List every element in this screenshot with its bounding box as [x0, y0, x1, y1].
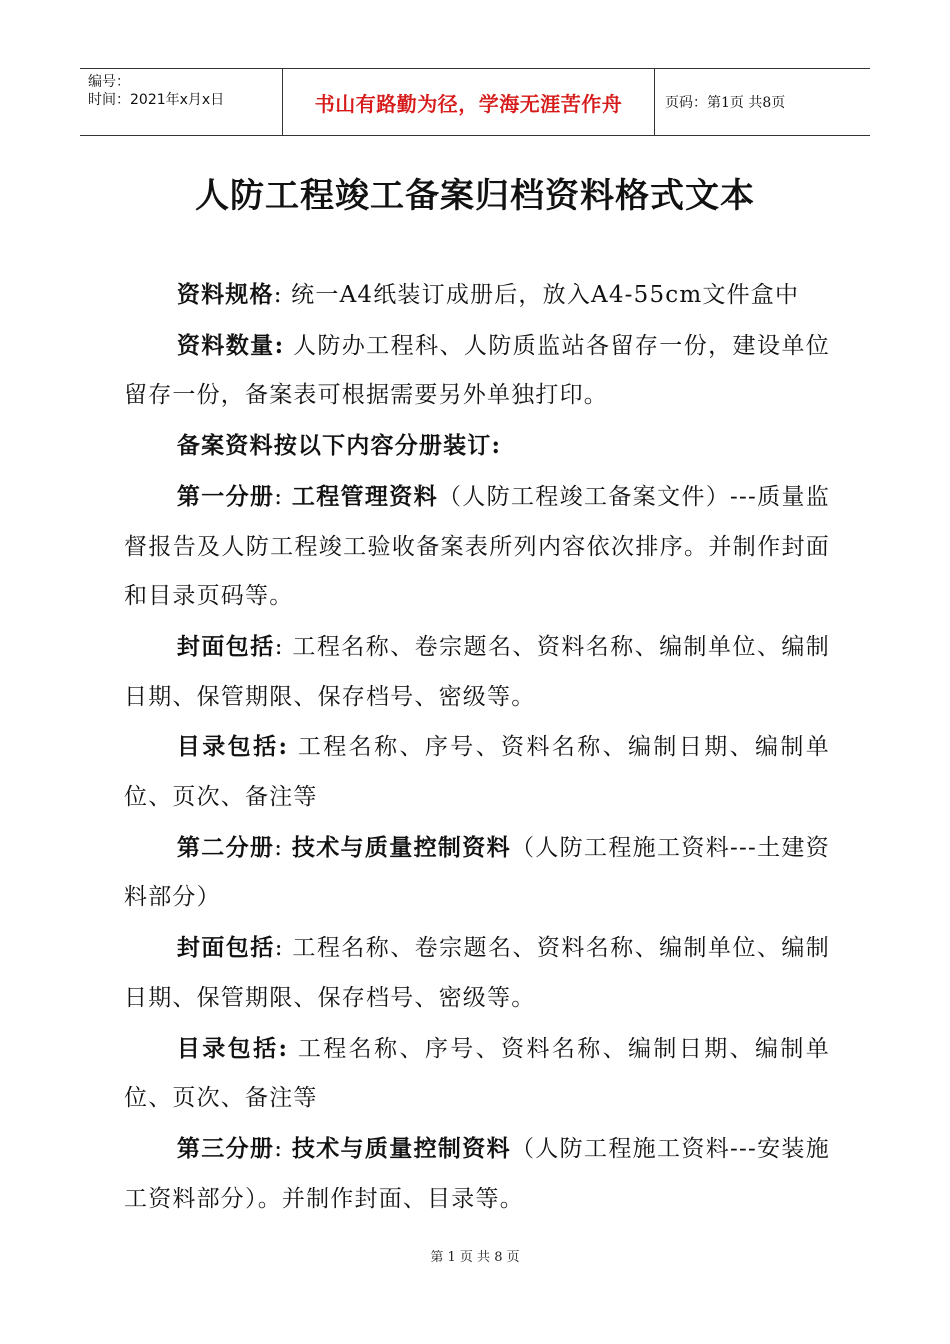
paragraph-label: 封面包括: [176, 632, 275, 660]
paragraph-text: 统一A4纸装订成册后，放入A4-55cm文件盒中: [291, 282, 800, 308]
paragraph: [124, 421, 830, 472]
paragraph: [124, 472, 830, 622]
paragraph-sep: :: [274, 834, 292, 861]
paragraph-sep: [288, 734, 298, 760]
paragraph-sep: :: [274, 935, 293, 962]
paragraph-label: 目录包括:: [176, 1034, 289, 1062]
code-label: 编号：: [88, 74, 130, 90]
paragraph-sep: :: [274, 1135, 292, 1162]
paragraph: [124, 321, 830, 421]
header-motto: 书山有路勤为径，学海无涯苦作舟: [282, 69, 655, 135]
paragraph-text: 工程名称、序号、资料名称、编制日期、编制单位、页次、备注等: [124, 734, 831, 811]
paragraph-text: （人防工程施工资料---土建资料部分）: [124, 834, 830, 911]
paragraph-text: （人防工程竣工备案文件）---质量监督报告及人防工程竣工验收备案表所列内容依次排序。并制作封面和目录页码等。: [124, 483, 830, 610]
paragraph-label: 第三分册: [176, 1134, 275, 1162]
paragraph-label: 资料数量:: [176, 331, 285, 359]
paragraph-label: 封面包括: [176, 934, 275, 962]
paragraph: [124, 270, 830, 321]
document-title: 人防工程竣工备案归档资料格式文本: [195, 176, 755, 216]
paragraph-sep: :: [273, 282, 292, 308]
paragraph-text: 工程名称、卷宗题名、资料名称、编制单位、编制日期、保管期限、保存档号、密级等。: [124, 633, 830, 710]
paragraph: [124, 722, 830, 822]
paragraph-label: 备案资料按以下内容分册装订:: [176, 432, 502, 460]
paragraph-text: 人防办工程科、人防质监站各留存一份，建设单位留存一份，备案表可根据需要另外单独打印。: [124, 332, 830, 409]
paragraph-sep: [284, 333, 293, 359]
page-footer: 第 1 页 共 8 页: [430, 1250, 520, 1265]
paragraph-label-2: 技术与质量控制资料: [291, 833, 511, 861]
header-meta: [80, 69, 282, 135]
paragraph: [124, 823, 830, 923]
paragraph-label: 第二分册: [176, 833, 275, 861]
paragraph: [124, 1024, 830, 1124]
paragraph: [124, 622, 830, 722]
paragraph-text: 工程名称、序号、资料名称、编制日期、编制单位、页次、备注等: [124, 1035, 831, 1112]
paragraph-text: （人防工程施工资料---安装施工资料部分）。并制作封面、目录等。: [124, 1135, 830, 1212]
paragraph-text: 工程名称、卷宗题名、资料名称、编制单位、编制日期、保管期限、保存档号、密级等。: [124, 935, 830, 1011]
paragraph-sep: :: [274, 633, 293, 660]
document-body: [124, 270, 830, 1224]
paragraph-label-2: 工程管理资料: [291, 482, 438, 510]
paragraph-label-2: 技术与质量控制资料: [291, 1134, 511, 1162]
paragraph: [124, 923, 830, 1023]
paragraph-sep: [288, 1036, 298, 1062]
paragraph-label: 资料规格: [176, 281, 274, 308]
paragraph-sep: :: [274, 483, 292, 510]
paragraph-label: 目录包括:: [176, 733, 289, 761]
header-page-info: 页码：第1页 共8页: [665, 95, 786, 111]
paragraph: [124, 1124, 830, 1224]
paragraph-label: 第一分册: [176, 482, 275, 510]
header-table: [80, 68, 870, 136]
date-label: 时间：2021年x月x日: [88, 92, 225, 108]
